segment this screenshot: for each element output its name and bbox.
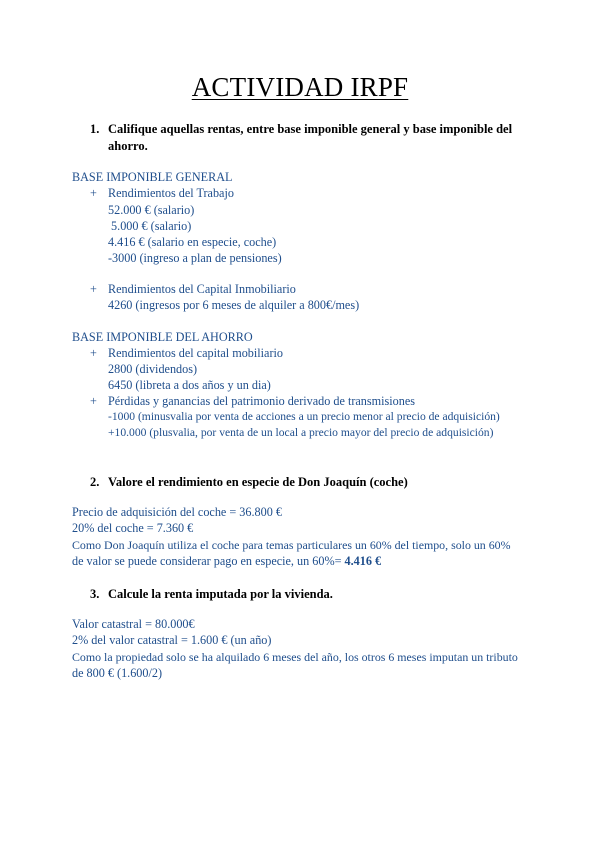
question-text: Valore el rendimiento en especie de Don Joaquín (coche)	[108, 475, 408, 489]
question-text-line2: ahorro.	[108, 139, 148, 153]
income-entry: 4260 (ingresos por 6 meses de alquiler a 800€/mes)	[108, 298, 360, 312]
plus-bullet-icon: +	[90, 394, 97, 408]
question-text: Calcule la renta imputada por la vivienda.	[108, 587, 333, 601]
income-entry: 52.000 € (salario)	[108, 203, 195, 217]
section-heading-ahorro: BASE IMPONIBLE DEL AHORRO	[72, 330, 253, 344]
answer-line: Precio de adquisición del coche = 36.800 €	[72, 505, 282, 519]
question-3	[90, 586, 333, 603]
income-entry: -1000 (minusvalia por venta de acciones a un precio menor al precio de adquisición)	[108, 410, 500, 423]
answer-line: 2% del valor catastral = 1.600 € (un año)	[72, 633, 272, 647]
list-item-label: Pérdidas y ganancias del patrimonio derivado de transmisiones	[108, 394, 415, 408]
question-2	[90, 474, 408, 491]
question-number: 1.	[90, 122, 100, 136]
income-entry: +10.000 (plusvalia, por venta de un local a precio mayor del precio de adquisición)	[108, 426, 494, 439]
income-entry: 4.416 € (salario en especie, coche)	[108, 235, 277, 249]
answer-result: 4.416 €	[344, 554, 382, 568]
list-item-label: Rendimientos del Capital Inmobiliario	[108, 282, 296, 296]
question-text-line1: Califique aquellas rentas, entre base imponible general y base imponible del	[108, 122, 513, 136]
document-title: ACTIVIDAD IRPF	[191, 72, 409, 102]
income-entry: 2800 (dividendos)	[108, 362, 198, 376]
answer-line: 20% del coche = 7.360 €	[72, 521, 194, 535]
question-number: 2.	[90, 475, 100, 489]
question-1	[90, 121, 512, 155]
answer-line: Valor catastral = 80.000€	[72, 617, 195, 631]
plus-bullet-icon: +	[90, 346, 97, 360]
income-entry: 5.000 € (salario)	[108, 219, 192, 233]
answer-line: de 800 € (1.600/2)	[72, 666, 163, 680]
list-item-ganancias-patrimonio	[90, 394, 415, 409]
plus-bullet-icon: +	[90, 186, 97, 200]
list-item-capital-mobiliario	[90, 346, 283, 361]
list-item-capital-inmobiliario	[90, 282, 296, 297]
list-item-label: Rendimientos del capital mobiliario	[108, 346, 283, 360]
plus-bullet-icon: +	[90, 282, 97, 296]
list-item-label: Rendimientos del Trabajo	[108, 186, 234, 200]
question-number: 3.	[90, 587, 100, 601]
answer-line: Como la propiedad solo se ha alquilado 6 meses del año, los otros 6 meses imputan un tributo	[72, 650, 518, 664]
answer-line: Como Don Joaquín utiliza el coche para temas particulares un 60% del tiempo, solo un 60%	[72, 538, 511, 552]
answer-line	[72, 554, 381, 569]
section-heading-general: BASE IMPONIBLE GENERAL	[72, 170, 233, 184]
income-entry: 6450 (libreta a dos años y un dia)	[108, 378, 271, 392]
list-item-rendimientos-trabajo	[90, 186, 234, 201]
income-entry: -3000 (ingreso a plan de pensiones)	[108, 251, 282, 265]
answer-text: de valor se puede considerar pago en especie, un 60%=	[72, 554, 345, 568]
